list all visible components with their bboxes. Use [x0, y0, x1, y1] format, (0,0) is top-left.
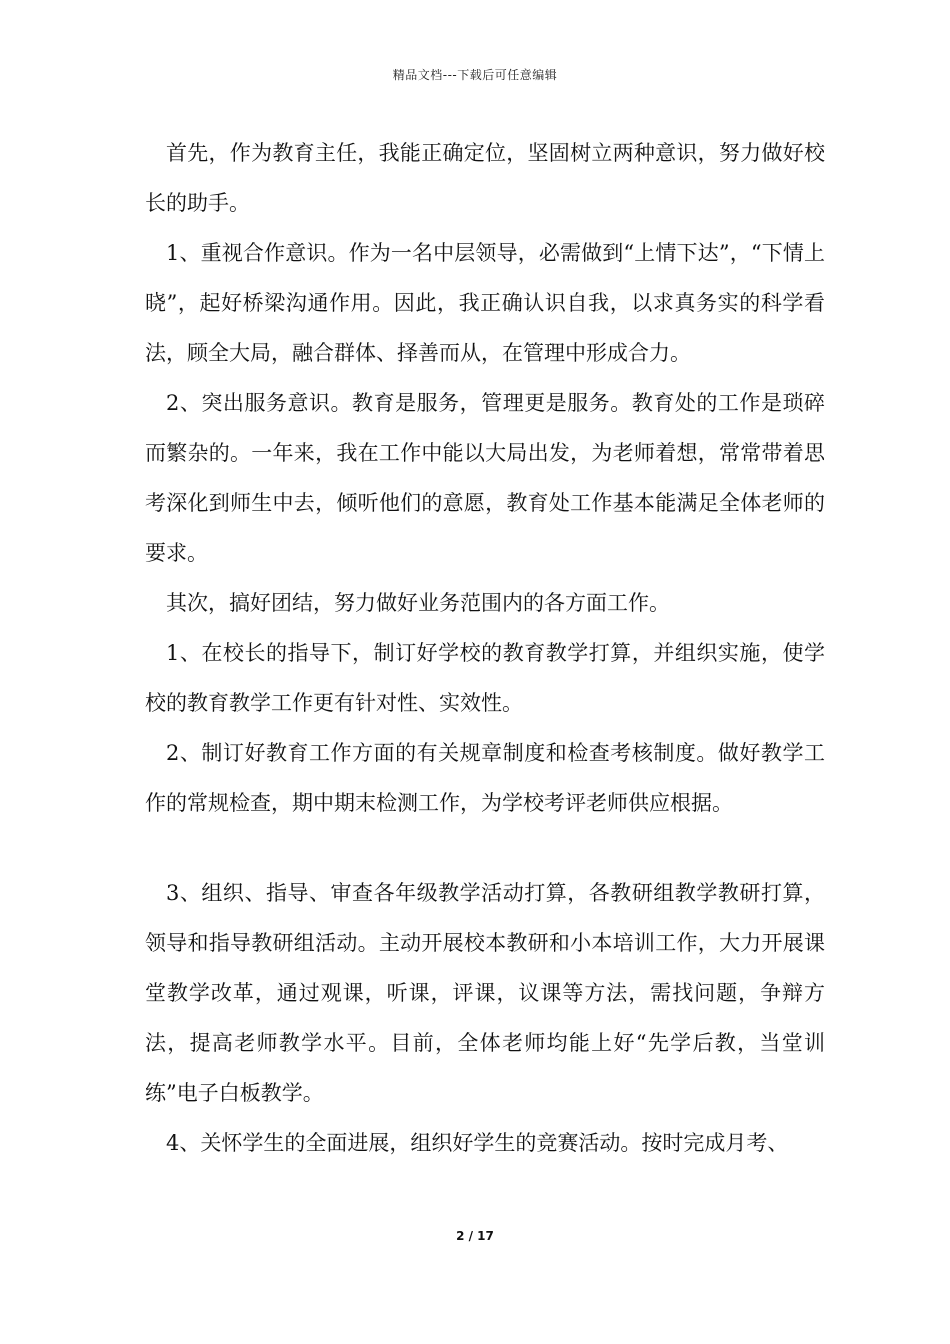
paragraph-intro-first: 首先，作为教育主任，我能正确定位，坚固树立两种意识，努力做好校长的助手。 — [145, 141, 825, 215]
paragraph-intro-second: 其次，搞好团结，努力做好业务范围内的各方面工作。 — [166, 591, 670, 615]
paragraph-teaching-research: 3、组织、指导、审查各年级教学活动打算，各教研组教学教研打算，领导和指导教研组活动。主动开展校本教研和小本培训工作，大力开展课堂教学改革，通过观课，听课，评课，议课等方法，需找问题，争辩方法，提高老师教学水平。目前，全体老师均能上好“先学后教，当堂训练”电子白板教学。 — [145, 881, 825, 1105]
paragraph-teaching-plan: 1、在校长的指导下，制订好学校的教育教学打算，并组织实施，使学校的教育教学工作更有针对性、实效性。 — [145, 641, 825, 715]
paragraph-service-awareness: 2、突出服务意识。教育是服务，管理更是服务。教育处的工作是琐碎而繁杂的。一年来，我在工作中能以大局出发，为老师着想，常常带着思考深化到师生中去，倾听他们的意愿，教育处工作基本能满足全体老师的要求。 — [145, 391, 825, 565]
paragraph-student-development: 4、关怀学生的全面进展，组织好学生的竞赛活动。按时完成月考、 — [166, 1131, 789, 1155]
document-body — [145, 128, 825, 1168]
page-header: 精品文档---下载后可任意编辑 — [392, 68, 558, 82]
page-number: 2 / 17 — [456, 1229, 494, 1243]
paragraph-regulations: 2、制订好教育工作方面的有关规章制度和检查考核制度。做好教学工作的常规检查，期中期末检测工作，为学校考评老师供应根据。 — [145, 741, 825, 815]
paragraph-spacer — [145, 828, 825, 868]
paragraph-cooperation-awareness: 1、重视合作意识。作为一名中层领导，必需做到“上情下达”，“下情上晓”，起好桥梁沟通作用。因此，我正确认识自我，以求真务实的科学看法，顾全大局，融合群体、择善而从，在管理中形成合力。 — [145, 241, 825, 365]
